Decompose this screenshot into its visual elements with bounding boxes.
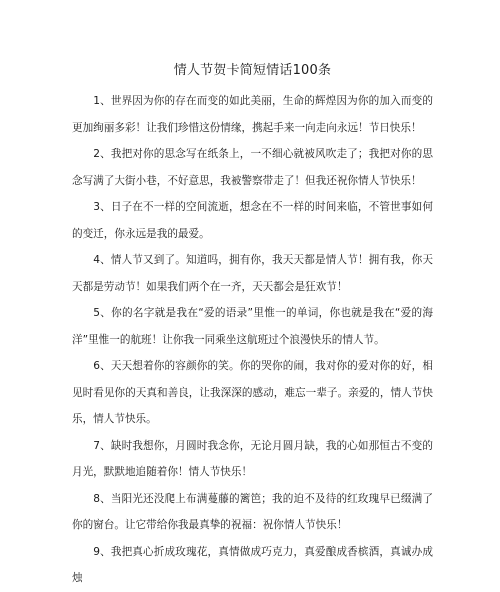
paragraph-3: 3、日子在不一样的空间流逝，想念在不一样的时间来临，不管世事如何的变迁，你永远是我的最爱。 bbox=[72, 201, 433, 240]
document-title: 情人节贺卡简短情话100条 bbox=[173, 63, 332, 78]
paragraph-8: 8、当阳光还没爬上布满蔓藤的篱笆；我的迫不及待的红玫瑰早已缀满了你的窗台。让它带给你我最真挚的祝福：祝你情人节快乐！ bbox=[72, 492, 433, 531]
paragraph-2: 2、我把对你的思念写在纸条上，一不细心就被风吹走了；我把对你的思念写满了大街小巷，不好意思，我被警察带走了！但我还祝你情人节快乐！ bbox=[72, 148, 433, 187]
paragraph-5: 5、你的名字就是我在“爱的语录”里惟一的单词，你也就是我在“爱的海洋”里惟一的航班！让你我一同乘坐这航班过个浪漫快乐的情人节。 bbox=[72, 307, 433, 346]
paragraph-6: 6、天天想着你的容颜你的笑。你的哭你的闹，我对你的爱对你的好，相见时看见你的天真和善良，让我深深的感动，难忘一辈子。亲爱的，情人节快乐，情人节快乐。 bbox=[72, 360, 433, 425]
paragraph-9: 9、我把真心折成玫瑰花，真情做成巧克力，真爱酿成香槟酒，真诚办成烛 bbox=[72, 545, 433, 584]
paragraph-1: 1、世界因为你的存在而变的如此美丽，生命的辉煌因为你的加入而变的更加绚丽多彩！让我们珍惜这份情缘，携起手来一向走向永远！节日快乐！ bbox=[72, 95, 433, 134]
paragraph-4: 4、情人节又到了。知道吗，拥有你，我天天都是情人节！拥有我，你天天都是劳动节！如果我们两个在一齐，天天都会是狂欢节！ bbox=[72, 254, 433, 293]
paragraph-7: 7、缺时我想你，月圆时我念你，无论月圆月缺，我的心如那恒古不变的月光，默默地追随着你！情人节快乐！ bbox=[72, 439, 433, 478]
